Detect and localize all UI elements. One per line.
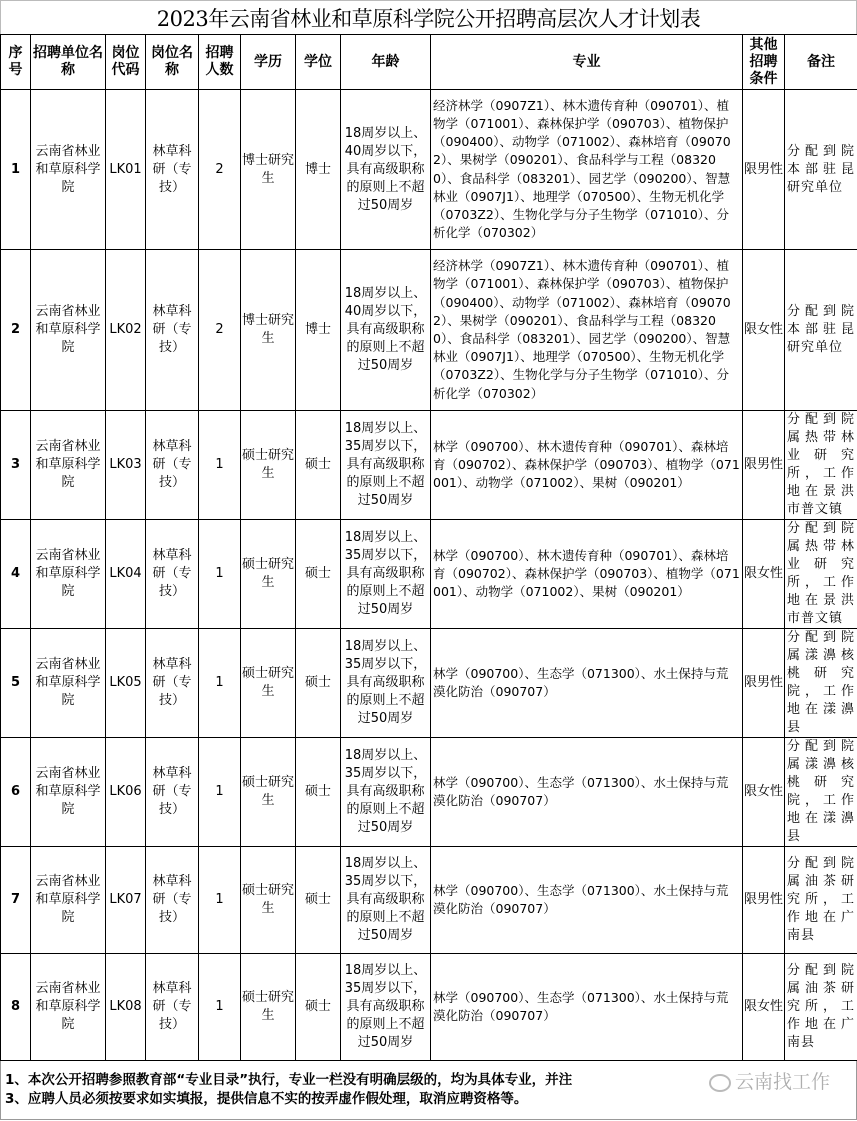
cell-count: 1: [199, 411, 241, 520]
cell-unit: 云南省林业和草原科学院: [31, 629, 106, 738]
cell-post: 林草科研（专技）: [146, 250, 199, 411]
cell-age: 18周岁以上、35周岁以下，具有高级职称的原则上不超过50周岁: [341, 954, 431, 1061]
cell-other: 限男性: [743, 629, 785, 738]
cell-edu: 硕士研究生: [241, 629, 296, 738]
table-row: [1, 520, 857, 629]
wechat-icon: [709, 1074, 731, 1092]
cell-code: LK07: [106, 847, 146, 954]
cell-edu: 博士研究生: [241, 250, 296, 411]
cell-degree: 博士: [296, 250, 341, 411]
cell-no: 1: [1, 90, 31, 250]
cell-other: 限男性: [743, 90, 785, 250]
cell-no: 3: [1, 411, 31, 520]
table-row: [1, 738, 857, 847]
cell-edu: 硕士研究生: [241, 847, 296, 954]
cell-code: LK05: [106, 629, 146, 738]
cell-edu: 硕士研究生: [241, 738, 296, 847]
cell-age: 18周岁以上、35周岁以下，具有高级职称的原则上不超过50周岁: [341, 847, 431, 954]
cell-unit: 云南省林业和草原科学院: [31, 738, 106, 847]
cell-note: 分配到院属漾濞核桃研究院，工作地在漾濞县: [785, 629, 857, 738]
cell-degree: 硕士: [296, 629, 341, 738]
cell-edu: 硕士研究生: [241, 954, 296, 1061]
cell-unit: 云南省林业和草原科学院: [31, 847, 106, 954]
cell-note: 分配到院属漾濞核桃研究院，工作地在漾濞县: [785, 738, 857, 847]
cell-major: 林学（090700）、生态学（071300）、水土保持与荒漠化防治（090707）: [431, 629, 743, 738]
table-row: [1, 847, 857, 954]
cell-code: LK01: [106, 90, 146, 250]
cell-degree: 硕士: [296, 954, 341, 1061]
cell-degree: 硕士: [296, 738, 341, 847]
cell-degree: 硕士: [296, 847, 341, 954]
cell-age: 18周岁以上、40周岁以下，具有高级职称的原则上不超过50周岁: [341, 250, 431, 411]
cell-code: LK04: [106, 520, 146, 629]
cell-unit: 云南省林业和草原科学院: [31, 411, 106, 520]
watermark: [709, 1073, 830, 1092]
cell-post: 林草科研（专技）: [146, 954, 199, 1061]
cell-no: 7: [1, 847, 31, 954]
cell-degree: 硕士: [296, 411, 341, 520]
cell-age: 18周岁以上、35周岁以下，具有高级职称的原则上不超过50周岁: [341, 738, 431, 847]
footer-notes: [0, 1061, 857, 1120]
cell-code: LK03: [106, 411, 146, 520]
cell-code: LK08: [106, 954, 146, 1061]
header-other: 其他招聘条件: [743, 35, 785, 90]
cell-unit: 云南省林业和草原科学院: [31, 954, 106, 1061]
cell-note: 分配到院本部驻昆研究单位: [785, 90, 857, 250]
cell-other: 限女性: [743, 954, 785, 1061]
cell-edu: 博士研究生: [241, 90, 296, 250]
cell-count: 1: [199, 629, 241, 738]
cell-major: 经济林学（0907Z1）、林木遗传育种（090701）、植物学（071001）、森林保护学（090703）、植物保护（090400）、动物学（071002）、森林培育（090702）、果树学（090201）、食品科学与工程（083200）、食品科学（083201）、园艺学（090200）、智慧林业（0907J1）、地理学（070500）、生物无机化学（0703Z2）、生物化学与分子生物学（071010）、分析化学（070302）: [431, 90, 743, 250]
table-row: [1, 411, 857, 520]
header-no: 序号: [1, 35, 31, 90]
cell-age: 18周岁以上、40周岁以下，具有高级职称的原则上不超过50周岁: [341, 90, 431, 250]
header-degree: 学位: [296, 35, 341, 90]
cell-major: 林学（090700）、林木遗传育种（090701）、森林培育（090702）、森林保护学（090703）、植物学（071001）、动物学（071002）、果树（090201）: [431, 411, 743, 520]
cell-unit: 云南省林业和草原科学院: [31, 250, 106, 411]
footer-note-1: 1、本次公开招聘参照教育部“专业目录”执行，专业一栏没有明确层级的，均为具体专业，并注: [5, 1072, 573, 1088]
cell-post: 林草科研（专技）: [146, 411, 199, 520]
cell-count: 1: [199, 738, 241, 847]
header-note: 备注: [785, 35, 857, 90]
cell-no: 4: [1, 520, 31, 629]
cell-other: 限女性: [743, 520, 785, 629]
cell-edu: 硕士研究生: [241, 520, 296, 629]
cell-note: 分配到院属热带林业研究所，工作地在景洪市普文镇: [785, 520, 857, 629]
recruitment-table: [0, 34, 857, 1061]
cell-post: 林草科研（专技）: [146, 520, 199, 629]
footer-note-3: 3、应聘人员必须按要求如实填报，提供信息不实的按弄虚作假处理，取消应聘资格等。: [5, 1091, 528, 1107]
cell-edu: 硕士研究生: [241, 411, 296, 520]
header-edu: 学历: [241, 35, 296, 90]
header-unit: 招聘单位名称: [31, 35, 106, 90]
cell-count: 1: [199, 520, 241, 629]
cell-no: 8: [1, 954, 31, 1061]
cell-major: 林学（090700）、林木遗传育种（090701）、森林培育（090702）、森林保护学（090703）、植物学（071001）、动物学（071002）、果树（090201）: [431, 520, 743, 629]
table-row: [1, 250, 857, 411]
cell-no: 2: [1, 250, 31, 411]
cell-note: 分配到院本部驻昆研究单位: [785, 250, 857, 411]
cell-major: 林学（090700）、生态学（071300）、水土保持与荒漠化防治（090707）: [431, 738, 743, 847]
watermark-text: 云南找工作: [734, 1071, 830, 1093]
cell-major: 林学（090700）、生态学（071300）、水土保持与荒漠化防治（090707）: [431, 847, 743, 954]
cell-post: 林草科研（专技）: [146, 738, 199, 847]
cell-count: 1: [199, 847, 241, 954]
cell-degree: 硕士: [296, 520, 341, 629]
cell-note: 分配到院属油茶研究所，工作地在广南县: [785, 954, 857, 1061]
cell-post: 林草科研（专技）: [146, 90, 199, 250]
header-row: [1, 35, 857, 90]
cell-no: 5: [1, 629, 31, 738]
header-count: 招聘人数: [199, 35, 241, 90]
cell-other: 限女性: [743, 250, 785, 411]
header-major: 专业: [431, 35, 743, 90]
cell-code: LK06: [106, 738, 146, 847]
cell-unit: 云南省林业和草原科学院: [31, 520, 106, 629]
table-row: [1, 954, 857, 1061]
cell-age: 18周岁以上、35周岁以下，具有高级职称的原则上不超过50周岁: [341, 629, 431, 738]
cell-no: 6: [1, 738, 31, 847]
header-post: 岗位名称: [146, 35, 199, 90]
cell-degree: 博士: [296, 90, 341, 250]
cell-major: 林学（090700）、生态学（071300）、水土保持与荒漠化防治（090707）: [431, 954, 743, 1061]
cell-other: 限女性: [743, 738, 785, 847]
cell-post: 林草科研（专技）: [146, 629, 199, 738]
cell-age: 18周岁以上、35周岁以下，具有高级职称的原则上不超过50周岁: [341, 520, 431, 629]
cell-other: 限男性: [743, 847, 785, 954]
cell-count: 2: [199, 250, 241, 411]
cell-note: 分配到院属热带林业研究所，工作地在景洪市普文镇: [785, 411, 857, 520]
cell-age: 18周岁以上、35周岁以下，具有高级职称的原则上不超过50周岁: [341, 411, 431, 520]
cell-unit: 云南省林业和草原科学院: [31, 90, 106, 250]
cell-code: LK02: [106, 250, 146, 411]
table-row: [1, 90, 857, 250]
cell-post: 林草科研（专技）: [146, 847, 199, 954]
cell-note: 分配到院属油茶研究所，工作地在广南县: [785, 847, 857, 954]
header-code: 岗位代码: [106, 35, 146, 90]
cell-other: 限男性: [743, 411, 785, 520]
cell-major: 经济林学（0907Z1）、林木遗传育种（090701）、植物学（071001）、森林保护学（090703）、植物保护（090400）、动物学（071002）、森林培育（090702）、果树学（090201）、食品科学与工程（083200）、食品科学（083201）、园艺学（090200）、智慧林业（0907J1）、地理学（070500）、生物无机化学（0703Z2）、生物化学与分子生物学（071010）、分析化学（070302）: [431, 250, 743, 411]
page-title: 2023年云南省林业和草原科学院公开招聘高层次人才计划表: [0, 0, 857, 34]
cell-count: 2: [199, 90, 241, 250]
cell-count: 1: [199, 954, 241, 1061]
header-age: 年龄: [341, 35, 431, 90]
table-row: [1, 629, 857, 738]
